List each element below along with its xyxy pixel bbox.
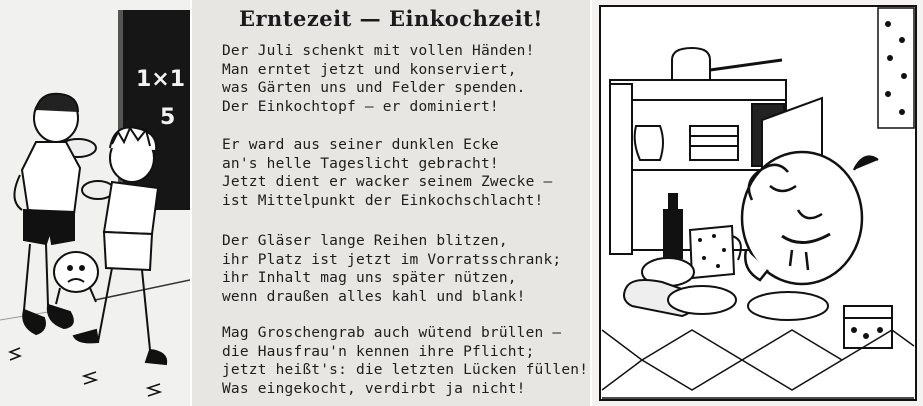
poem-line: Der Juli schenkt mit vollen Händen! [222, 43, 535, 59]
poem-line: was Gärten uns und Felder spenden. [222, 80, 526, 96]
right-illustration-panel [592, 0, 923, 406]
poem-line: Jetzt dient er wacker seinem Zwecke — [222, 174, 553, 190]
left-illustration-panel [0, 0, 190, 406]
kitchen-illustration [592, 0, 923, 406]
poem-line: wenn draußen alles kahl und blank! [222, 288, 526, 305]
chalkboard-text-2: 5 [160, 105, 176, 130]
chalkboard-text-1: 1×1 [136, 67, 186, 92]
stanza-4 [222, 324, 589, 398]
piggy-bank-small [54, 252, 98, 304]
poem-line: ihr Inhalt mag uns später nützen, [222, 270, 517, 286]
polka-dot-jug [690, 226, 741, 278]
poem-title: Erntezeit — Einkochzeit! [238, 6, 544, 31]
poem-line: jetzt heißt's: die letzten Lücken füllen! [222, 362, 589, 378]
poem-line: Der Gläser lange Reihen blitzen, [222, 233, 508, 249]
stanza-2 [222, 136, 582, 210]
poem-line: ihr Platz ist jetzt im Vorratsschrank; [222, 251, 562, 268]
stanza-1 [222, 42, 582, 116]
poem-line: Der Einkochtopf — er dominiert! [222, 98, 499, 115]
curtain [878, 8, 914, 128]
poem-line: Er ward aus seiner dunklen Ecke [222, 137, 499, 153]
poem-line: ist Mittelpunkt der Einkochschlacht! [222, 192, 544, 209]
poem-line: Man erntet jetzt und konserviert, [222, 61, 517, 78]
stanza-3 [222, 232, 582, 306]
poem-line: die Hausfrau'n kennen ihre Pflicht; [222, 343, 535, 360]
poem-panel [192, 0, 590, 406]
poem-line: Mag Groschengrab auch wütend brüllen — [222, 325, 562, 341]
poem-line: an's helle Tageslicht gebracht! [222, 155, 499, 172]
poem-line: Was eingekocht, verdirbt ja nicht! [222, 380, 526, 397]
boy-right [74, 127, 166, 364]
boys-chalkboard-illustration [0, 0, 190, 406]
boy-left [14, 94, 96, 334]
